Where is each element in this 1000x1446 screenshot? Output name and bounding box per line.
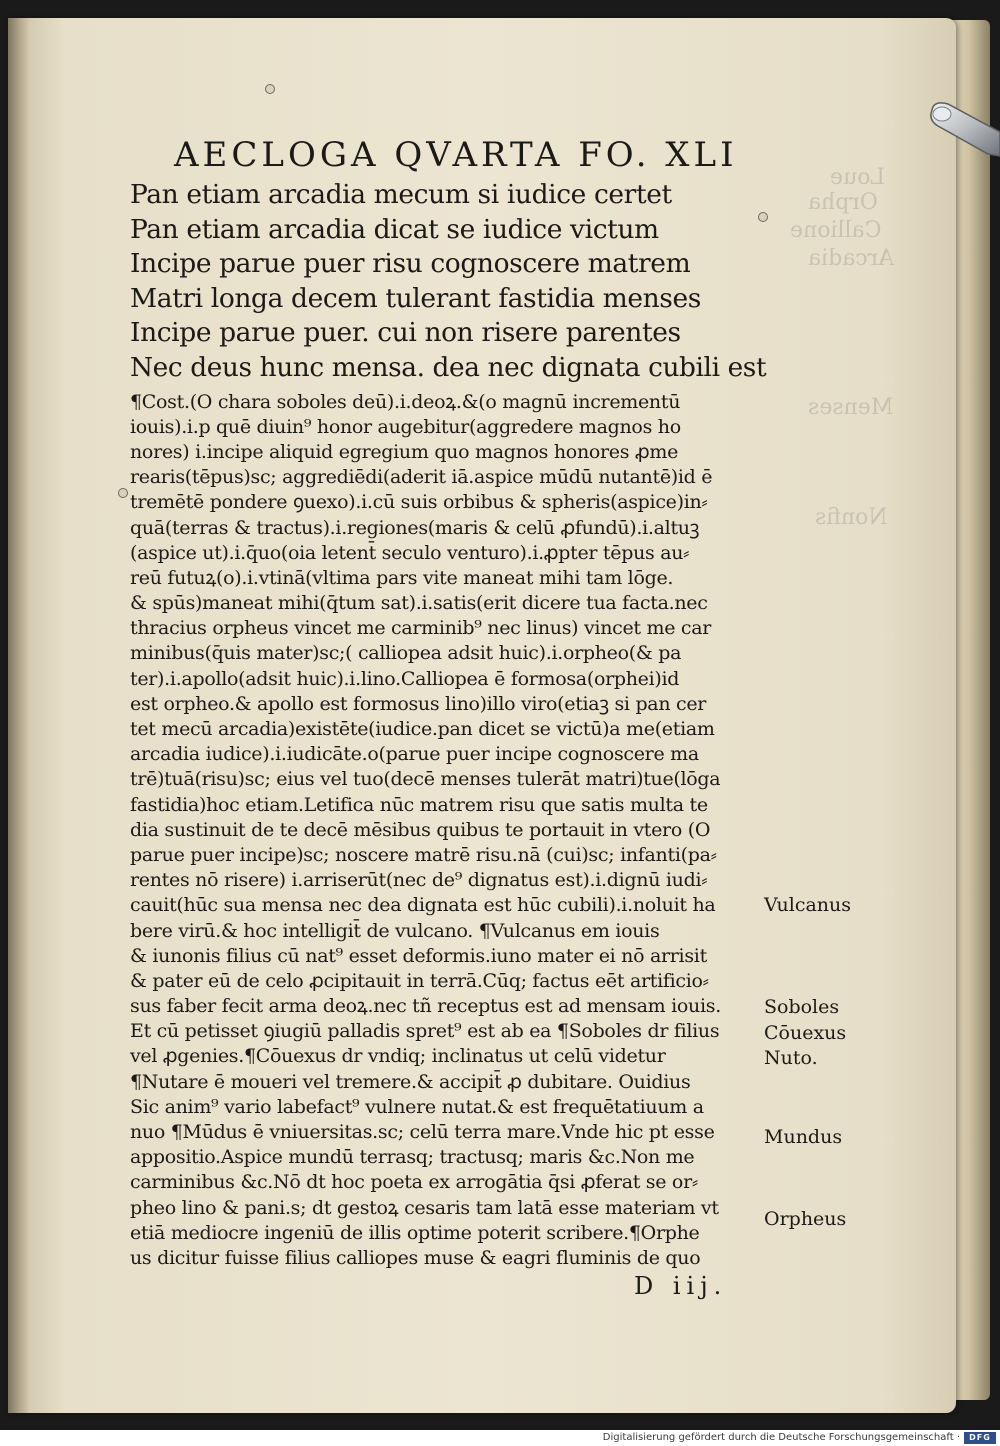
verse-line: Incipe parue puer risu cognoscere matrem [130, 248, 691, 280]
commentary-line: & pater eū de celo ꝓcipitauit in terrā.Cūq; factus eēt artificio⸗ [130, 969, 709, 992]
dfg-logo: DFG [964, 1432, 996, 1444]
commentary-line: est orpheo.& apollo est formosus lino)illo viro(etiaꝫ si pan cer [130, 692, 707, 715]
page-gutter-shadow [8, 18, 30, 1413]
margin-note: Orpheus [764, 1208, 847, 1230]
commentary-line: iouis).i.p quē diuin⁹ honor augebitur(aggredere magnos ho [130, 415, 681, 438]
commentary-line: Sic anim⁹ vario labefact⁹ vulnere nutat.& est frequētatiuum a [130, 1095, 704, 1118]
commentary-line: us dicitur fuisse filius calliopes muse & eagri fluminis de quo [130, 1246, 701, 1269]
bleed-through-word: Callione [790, 218, 882, 243]
commentary-line: reū futuꝝ(o).i.vtinā(vltima pars vite maneat mihi tam lōge. [130, 566, 674, 589]
commentary-line: sus faber fecit arma deoꝝ.nec tñ receptus est ad mensam iouis. [130, 995, 721, 1018]
commentary-line: trē)tuā(risu)sc; eius vel tuo(decē menses tulerāt matri)tue(lōga [130, 768, 721, 791]
bleed-through-word: Nonfis [815, 505, 888, 530]
commentary-line: appositio.Aspice mundū terrasq; tractusq; maris &c.Non me [130, 1146, 695, 1169]
commentary-line: rentes nō risere) i.arriserūt(nec de⁹ dignatus est).i.dignū iudi⸗ [130, 869, 708, 892]
commentary-line: nores) i.incipe aliquid egregium quo magnos honores ꝓme [130, 440, 679, 463]
commentary-line: ter).i.apollo(adsit huic).i.lino.Calliopea ē formosa(orphei)id [130, 667, 680, 690]
footer-bar [0, 1430, 1000, 1446]
commentary-line: tremētē pondere ꝯuexo).i.cū suis orbibus & spheris(aspice)in⸗ [130, 491, 708, 514]
running-head: AECLOGA QVARTA FO. XLI [174, 135, 738, 175]
verse-line: Nec deus hunc mensa. dea nec dignata cubili est [130, 351, 767, 383]
commentary-line: pheo lino & pani.s; dt gestoꝝ cesaris tam latā esse materiam vt [130, 1196, 719, 1219]
commentary-line: parue puer incipe)sc; noscere matrē risu.nā (cui)sc; infanti(pa⸗ [130, 843, 717, 866]
margin-note: Soboles [764, 996, 840, 1018]
commentary-line: fastidia)hoc etiam.Letifica nūc matrem risu que satis multa te [130, 793, 708, 816]
commentary-line: (aspice ut).i.q̄uo(oia letent̄ seculo venturo).i.ꝓpter tēpus au⸗ [130, 541, 690, 564]
commentary-line: etiā mediocre ingeniū de illis optime poterit scribere.¶Orphe [130, 1221, 700, 1244]
footer-credit: Digitalisierung gefördert durch die Deutsche Forschungsgemeinschaft · [602, 1432, 960, 1443]
commentary-line: bere virū.& hoc intelligit̄ de vulcano. ¶Vulcanus em iouis [130, 919, 660, 942]
commentary-line: ¶Cost.(O chara soboles deū).i.deoꝝ.&(o magnū incrementū [130, 390, 681, 413]
commentary-line: rearis(tēpus)sc; aggrediēdi(aderit iā.aspice mūdū nutantē)id ē [130, 466, 713, 489]
main-text-block [130, 132, 770, 1301]
verse-line: Matri longa decem tulerant fastidia menses [130, 282, 701, 314]
signature-mark: D iij. [634, 1272, 728, 1301]
margin-note: Vulcanus [764, 894, 852, 916]
margin-note: Cōuexus [764, 1022, 847, 1044]
verse-line: Incipe parue puer. cui non risere parentes [130, 317, 681, 349]
pinhole-mark [118, 488, 128, 498]
verse-line: Pan etiam arcadia mecum si iudice certet [130, 179, 672, 210]
commentary-line: & spūs)maneat mihi(q̄tum sat).i.satis(erit dicere tua facta.nec [130, 592, 708, 615]
pinhole-mark [265, 84, 275, 94]
commentary-line: tet mecū arcadia)existēte(iudice.pan dicet se victū)a me(etiam [130, 718, 715, 740]
commentary-line: dia sustinuit de te decē mēsibus quibus te portauit in vtero (O [130, 818, 711, 841]
commentary-line: quā(terras & tractus).i.regiones(maris & celū ꝓfundū).i.altuꝫ [130, 516, 700, 539]
commentary-line: cauit(hūc sua mensa nec dea dignata est hūc cubili).i.noluit ha [130, 894, 716, 917]
commentary-block [130, 390, 770, 1272]
commentary-line: & iunonis filius cū nat⁹ esset deformis.iuno mater ei nō arrisit [130, 944, 707, 967]
verse-line: Pan etiam arcadia dicat se iudice victum [130, 213, 659, 245]
commentary-line: ¶Nutare ē moueri vel tremere.& accipit̄ ꝓ dubitare. Ouidius [130, 1070, 691, 1093]
commentary-line: arcadia iudice).i.iudicāte.o(parue puer incipe cognoscere ma [130, 743, 699, 766]
margin-note: Mundus [764, 1126, 843, 1148]
commentary-line: minibus(q̄uis mater)sc;( calliopea adsit huic).i.orpheo(& pa [130, 642, 682, 665]
margin-note: Nuto. [764, 1047, 818, 1069]
commentary-line: Et cū petisset ꝯiugiū palladis spret⁹ est ab ea ¶Soboles dr filius [130, 1020, 720, 1043]
page-clip-icon [928, 96, 1000, 160]
bleed-through-word: Loue [830, 165, 886, 190]
commentary-line: thracius orpheus vincet me carminib⁹ nec linus) vincet me car [130, 617, 712, 640]
bleed-through-word: Menses [808, 395, 894, 420]
bleed-through-word: Arcadia [808, 246, 895, 271]
commentary-line: carminibus &c.Nō dt hoc poeta ex arrogātia q̄si ꝓferat se or⸗ [130, 1171, 698, 1194]
commentary-line: nuo ¶Mūdus ē vniuersitas.sc; celū terra mare.Vnde hic pt esse [130, 1121, 715, 1143]
commentary-line: vel ꝓgenies.¶Cōuexus dr vndiq; inclinatus ut celū videtur [130, 1045, 666, 1068]
bleed-through-word: Orpha [808, 190, 878, 215]
